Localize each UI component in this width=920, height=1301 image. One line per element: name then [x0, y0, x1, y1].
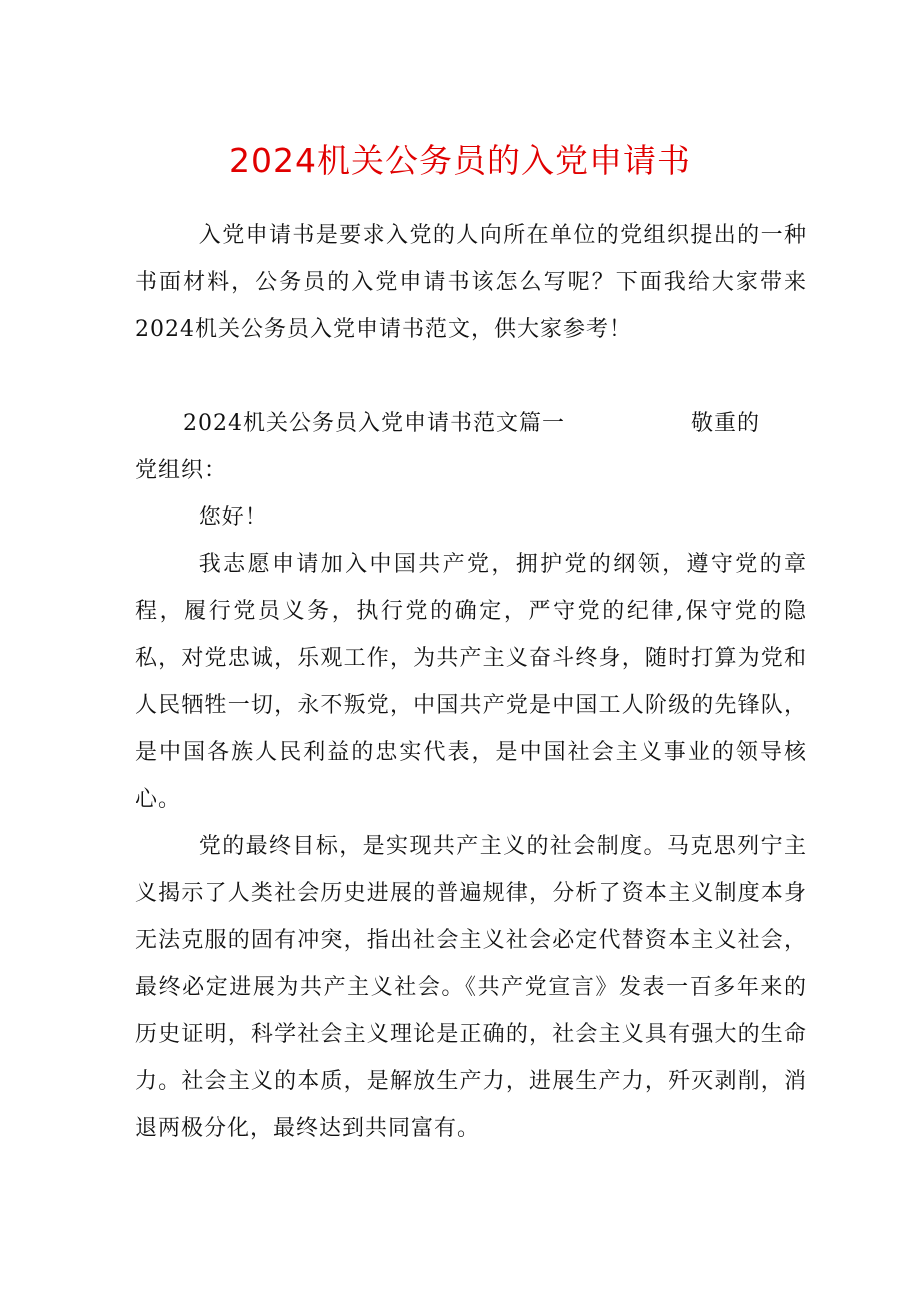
body-paragraph-2: 党的最终目标，是实现共产主义的社会制度。马克思列宁主义揭示了人类社会历史进展的普遍规律，分析了资本主义制度本身无法克服的固有冲突，指出社会主义社会必定代替资本主义社会，最终必定进展为共产主义社会。《共产党宣言》发表一百多年来的历史证明，科学社会主义理论是正确的，社会主义具有强大的生命力。社会主义的本质，是解放生产力，进展生产力，歼灭剥削，消退两极分化，最终达到共同富有。: [135, 834, 807, 1141]
section-heading-line: [135, 400, 807, 447]
section-heading: 2024机关公务员入党申请书范文篇一: [183, 411, 565, 436]
greeting: 您好！: [198, 505, 268, 530]
salutation-part-1: 敬重的: [691, 411, 761, 436]
document-title: 2024机关公务员的入党申请书: [229, 141, 691, 180]
document-body: [135, 212, 807, 1152]
salutation-part-2: 党组织：: [135, 458, 228, 483]
intro-paragraph: 入党申请书是要求入党的人向所在单位的党组织提出的一种书面材料，公务员的入党申请书该怎么写呢？下面我给大家带来2024机关公务员入党申请书范文，供大家参考！: [135, 223, 807, 342]
body-paragraph-1: 我志愿申请加入中国共产党，拥护党的纲领，遵守党的章程，履行党员义务，执行党的确定，严守党的纪律,保守党的隐私，对党忠诚，乐观工作，为共产主义奋斗终身，随时打算为党和人民牺牲一切，永不叛党，中国共产党是中国工人阶级的先锋队，是中国各族人民利益的忠实代表，是中国社会主义事业的领导核心。: [135, 552, 807, 812]
blank-line: [135, 353, 807, 400]
